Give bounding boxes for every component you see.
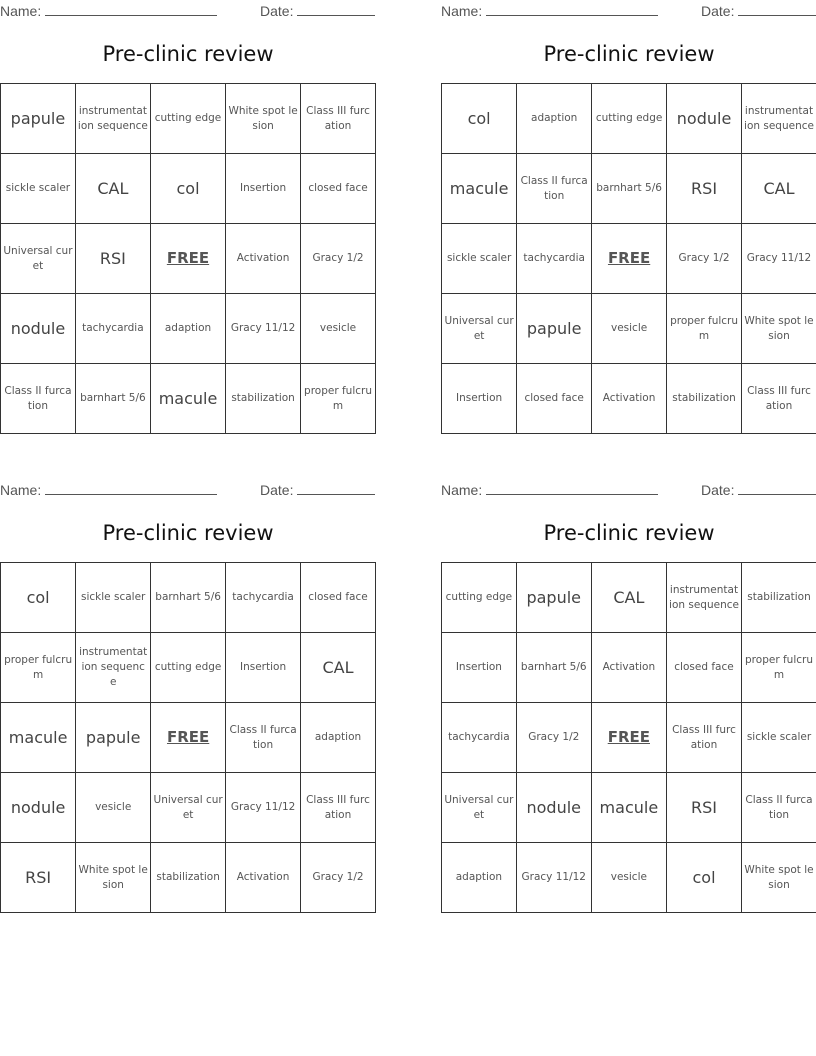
grid-row — [1, 154, 376, 224]
grid-row — [442, 224, 816, 294]
bingo-cell: CAL — [742, 154, 816, 224]
bingo-cell: Insertion — [442, 364, 517, 434]
bingo-cell: stabilization — [151, 843, 226, 913]
grid-row — [1, 843, 376, 913]
bingo-cell: Class III furcation — [301, 773, 376, 843]
bingo-cell: proper fulcrum — [742, 633, 816, 703]
name-field[interactable] — [441, 481, 658, 498]
bingo-grid — [441, 562, 816, 913]
bingo-cell: closed face — [667, 633, 742, 703]
bingo-cell: closed face — [301, 154, 376, 224]
bingo-cell: tachycardia — [517, 224, 592, 294]
bingo-cell: RSI — [667, 154, 742, 224]
bingo-cell: Insertion — [226, 633, 301, 703]
bingo-cell: instrumentation sequence — [742, 84, 816, 154]
name-blank[interactable] — [45, 2, 217, 16]
bingo-cell: papule — [516, 563, 591, 633]
bingo-cell: Class III furcation — [742, 364, 816, 434]
grid-row — [442, 633, 816, 703]
bingo-cell: Gracy 11/12 — [226, 773, 301, 843]
grid-row — [442, 563, 816, 633]
bingo-cell: Gracy 1/2 — [516, 703, 591, 773]
bingo-cell: vesicle — [592, 294, 667, 364]
bingo-cell: Universal curet — [442, 773, 517, 843]
grid-row — [1, 633, 376, 703]
card-title: Pre-clinic review — [102, 42, 274, 66]
bingo-cell: macule — [591, 773, 666, 843]
bingo-cell: Activation — [591, 633, 666, 703]
bingo-cell: nodule — [1, 294, 76, 364]
bingo-cell: cutting edge — [592, 84, 667, 154]
grid-row — [1, 294, 376, 364]
bingo-cell: Gracy 1/2 — [301, 843, 376, 913]
grid-row — [442, 84, 816, 154]
card-title: Pre-clinic review — [102, 521, 274, 545]
bingo-cell: Class III furcation — [667, 703, 742, 773]
bingo-cell: Insertion — [442, 633, 517, 703]
bingo-cell: Activation — [226, 224, 301, 294]
bingo-cell: Class II furcation — [1, 364, 76, 434]
bingo-cell: Gracy 1/2 — [667, 224, 742, 294]
bingo-cell: cutting edge — [151, 633, 226, 703]
bingo-cell: instrumentation sequence — [76, 633, 151, 703]
bingo-cell: closed face — [301, 563, 376, 633]
name-blank[interactable] — [45, 481, 217, 495]
bingo-cell: macule — [442, 154, 517, 224]
bingo-cell: vesicle — [301, 294, 376, 364]
date-blank[interactable] — [297, 481, 375, 495]
bingo-cell: stabilization — [742, 563, 816, 633]
bingo-grid — [0, 562, 376, 913]
bingo-cell: nodule — [516, 773, 591, 843]
name-blank[interactable] — [486, 2, 658, 16]
bingo-cell: Gracy 11/12 — [742, 224, 816, 294]
grid-row — [1, 84, 376, 154]
bingo-cell: Insertion — [226, 154, 301, 224]
name-field[interactable] — [0, 481, 217, 498]
grid-row — [1, 773, 376, 843]
bingo-cell: Class II furcation — [226, 703, 301, 773]
date-blank[interactable] — [738, 2, 816, 16]
name-label: Name: — [0, 482, 42, 498]
grid-row — [442, 703, 816, 773]
bingo-cell: tachycardia — [226, 563, 301, 633]
bingo-cell: sickle scaler — [742, 703, 816, 773]
grid-row — [442, 364, 816, 434]
bingo-cell: Universal curet — [151, 773, 226, 843]
bingo-cell: col — [442, 84, 517, 154]
bingo-cell: sickle scaler — [442, 224, 517, 294]
bingo-cell: White spot lesion — [742, 843, 816, 913]
bingo-cell: CAL — [301, 633, 376, 703]
date-field[interactable] — [260, 481, 375, 498]
bingo-cell: RSI — [75, 224, 150, 294]
grid-row — [1, 703, 376, 773]
bingo-cell: adaption — [517, 84, 592, 154]
bingo-cell: vesicle — [76, 773, 151, 843]
grid-row — [442, 154, 816, 224]
bingo-cell: White spot lesion — [742, 294, 816, 364]
bingo-cell: cutting edge — [150, 84, 225, 154]
grid-row — [1, 224, 376, 294]
date-field[interactable] — [260, 2, 375, 19]
bingo-cell: Gracy 11/12 — [516, 843, 591, 913]
bingo-cell: tachycardia — [442, 703, 517, 773]
bingo-cell: proper fulcrum — [301, 364, 376, 434]
bingo-cell: col — [1, 563, 76, 633]
name-blank[interactable] — [486, 481, 658, 495]
bingo-cell: proper fulcrum — [667, 294, 742, 364]
name-label: Name: — [0, 3, 42, 19]
date-label: Date: — [701, 482, 735, 498]
bingo-cell: RSI — [667, 773, 742, 843]
bingo-cell: cutting edge — [442, 563, 517, 633]
bingo-cell: barnhart 5/6 — [151, 563, 226, 633]
bingo-cell: nodule — [667, 84, 742, 154]
date-label: Date: — [260, 482, 294, 498]
date-field[interactable] — [701, 2, 816, 19]
card-title: Pre-clinic review — [543, 42, 715, 66]
bingo-cell: stabilization — [667, 364, 742, 434]
bingo-cell: adaption — [150, 294, 225, 364]
date-field[interactable] — [701, 481, 816, 498]
date-blank[interactable] — [297, 2, 375, 16]
bingo-grid — [441, 83, 816, 434]
grid-row — [442, 773, 816, 843]
bingo-cell: Gracy 11/12 — [226, 294, 301, 364]
bingo-cell: macule — [150, 364, 225, 434]
bingo-cell: barnhart 5/6 — [516, 633, 591, 703]
bingo-cell: barnhart 5/6 — [592, 154, 667, 224]
bingo-cell: Gracy 1/2 — [301, 224, 376, 294]
bingo-cell: Class II furcation — [742, 773, 816, 843]
name-field[interactable] — [0, 2, 217, 19]
grid-row — [1, 563, 376, 633]
bingo-cell: Class III furcation — [301, 84, 376, 154]
bingo-cell: White spot lesion — [226, 84, 301, 154]
bingo-cell: Universal curet — [1, 224, 76, 294]
bingo-grid — [0, 83, 376, 434]
bingo-cell: tachycardia — [75, 294, 150, 364]
bingo-cell: vesicle — [591, 843, 666, 913]
bingo-cell: closed face — [517, 364, 592, 434]
date-label: Date: — [701, 3, 735, 19]
grid-row — [442, 843, 816, 913]
bingo-cell: CAL — [591, 563, 666, 633]
bingo-cell: RSI — [1, 843, 76, 913]
bingo-cell: instrumentation sequence — [667, 563, 742, 633]
bingo-cell: sickle scaler — [1, 154, 76, 224]
card-title: Pre-clinic review — [543, 521, 715, 545]
grid-row — [442, 294, 816, 364]
bingo-cell: FREE — [591, 703, 666, 773]
bingo-cell: stabilization — [226, 364, 301, 434]
bingo-cell: CAL — [75, 154, 150, 224]
bingo-cell: instrumentation sequence — [75, 84, 150, 154]
name-label: Name: — [441, 3, 483, 19]
bingo-cell: papule — [1, 84, 76, 154]
bingo-cell: col — [150, 154, 225, 224]
bingo-cell: FREE — [592, 224, 667, 294]
bingo-cell: macule — [1, 703, 76, 773]
name-label: Name: — [441, 482, 483, 498]
bingo-cell: Activation — [226, 843, 301, 913]
bingo-cell: Class II furcation — [517, 154, 592, 224]
bingo-cell: Universal curet — [442, 294, 517, 364]
bingo-cell: White spot lesion — [76, 843, 151, 913]
bingo-cell: FREE — [150, 224, 225, 294]
bingo-cell: papule — [517, 294, 592, 364]
bingo-cell: col — [667, 843, 742, 913]
grid-row — [1, 364, 376, 434]
date-label: Date: — [260, 3, 294, 19]
bingo-cell: proper fulcrum — [1, 633, 76, 703]
name-field[interactable] — [441, 2, 658, 19]
bingo-cell: adaption — [301, 703, 376, 773]
date-blank[interactable] — [738, 481, 816, 495]
bingo-cell: FREE — [151, 703, 226, 773]
bingo-cell: barnhart 5/6 — [75, 364, 150, 434]
bingo-cell: sickle scaler — [76, 563, 151, 633]
bingo-cell: nodule — [1, 773, 76, 843]
bingo-cell: Activation — [592, 364, 667, 434]
bingo-cell: papule — [76, 703, 151, 773]
bingo-cell: adaption — [442, 843, 517, 913]
